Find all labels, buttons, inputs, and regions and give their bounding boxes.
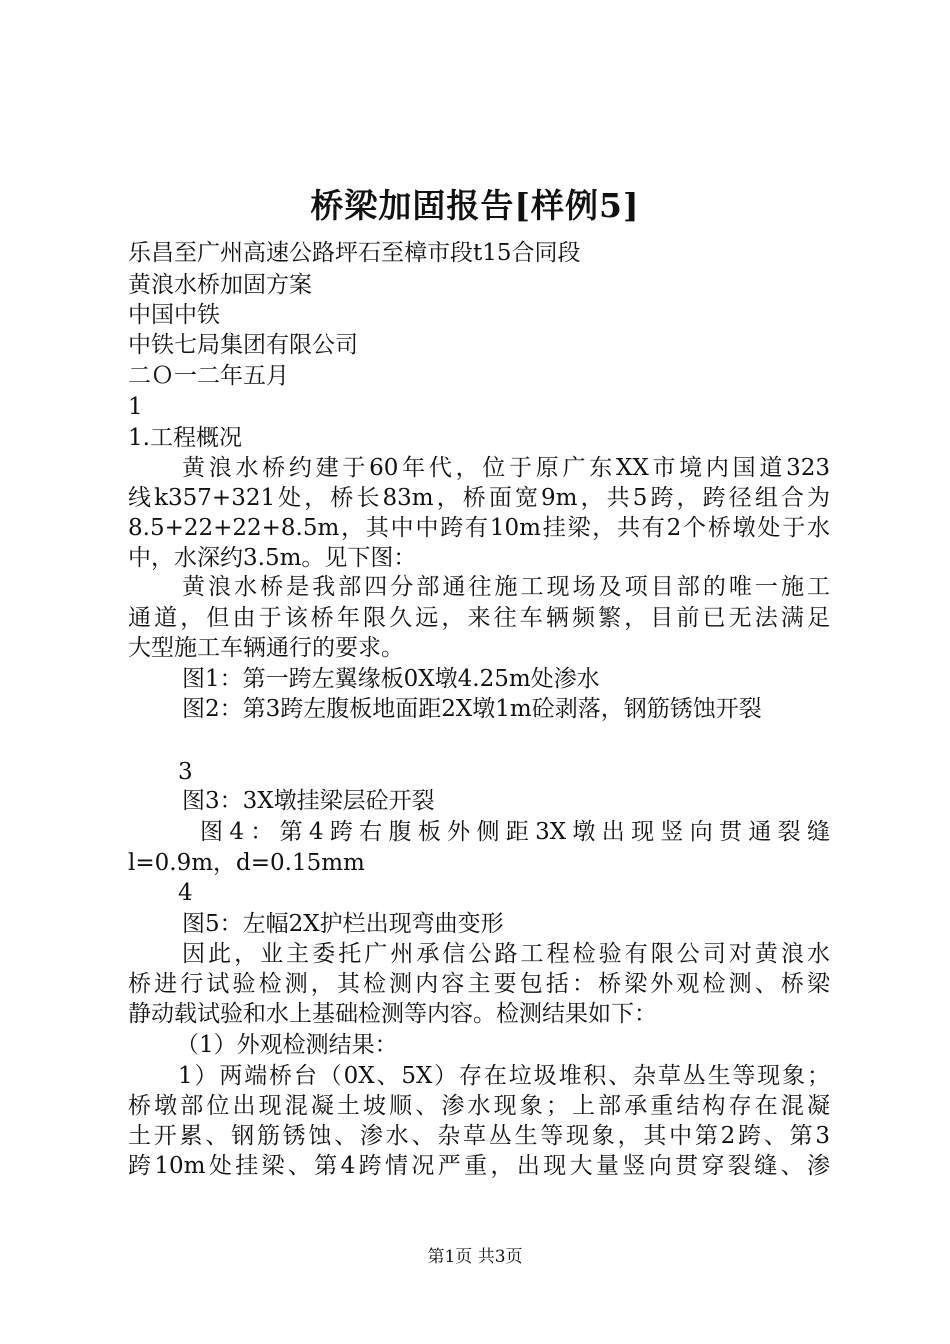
- subsection-heading: （1）外观检测结果：: [176, 1032, 398, 1058]
- paragraph-line: 1）两端桥台（0X、5X）存在垃圾堆积、杂草丛生等现象；: [178, 1063, 830, 1089]
- company-line: 中国中铁: [128, 302, 220, 328]
- figure-caption: 图4：第4跨右腹板外侧距3X墩出现竖向贯通裂缝: [200, 819, 830, 845]
- date-line: 二Ｏ一二年五月: [128, 363, 289, 389]
- figure-caption: 图2：第3跨左腹板地面距2X墩1m砼剥落，钢筋锈蚀开裂: [182, 696, 762, 722]
- paragraph-line: 桥墩部位出现混凝土坡顺、渗水现象；上部承重结构存在混凝: [128, 1093, 830, 1119]
- page-marker: 1: [128, 394, 143, 420]
- plan-title-line: 黄浪水桥加固方案: [128, 272, 312, 298]
- paragraph-line: 黄浪水桥是我部四分部通往施工现场及项目部的唯一施工: [182, 574, 830, 600]
- document-title: 桥梁加固报告[样例5]: [310, 186, 640, 225]
- paragraph-line: 土开累、钢筋锈蚀、渗水、杂草丛生等现象，其中第2跨、第3: [128, 1123, 830, 1149]
- page-marker: 3: [178, 759, 193, 785]
- figure-caption: 图5：左幅2X护栏出现弯曲变形: [182, 911, 504, 937]
- paragraph-line: 线k357+321处，桥长83m，桥面宽9m，共5跨，跨径组合为: [128, 485, 830, 511]
- paragraph-line: 跨10m处挂梁、第4跨情况严重，出现大量竖向贯穿裂缝、渗: [128, 1153, 830, 1179]
- paragraph-line: 桥进行试验检测，其检测内容主要包括：桥梁外观检测、桥梁: [128, 971, 830, 997]
- page-footer: 第1页 共3页: [427, 1247, 523, 1267]
- paragraph-line: 中，水深约3.5m。见下图：: [128, 545, 417, 571]
- page-marker: 4: [178, 880, 193, 906]
- paragraph-line: 黄浪水桥约建于60年代，位于原广东XX市境内国道323: [182, 455, 830, 481]
- paragraph-line: 大型施工车辆通行的要求。: [128, 635, 404, 661]
- figure-caption: 图3：3X墩挂梁层砼开裂: [182, 788, 435, 814]
- figure-caption: 图1：第一跨左翼缘板0X墩4.25m处渗水: [182, 666, 600, 692]
- paragraph-line: 因此，业主委托广州承信公路工程检验有限公司对黄浪水: [182, 941, 830, 967]
- project-line: 乐昌至广州高速公路坪石至樟市段t15合同段: [128, 240, 581, 266]
- section-heading: 1.工程概况: [128, 425, 242, 451]
- company-line: 中铁七局集团有限公司: [128, 332, 358, 358]
- paragraph-line: 8.5+22+22+8.5m，其中中跨有10m挂梁，共有2个桥墩处于水: [128, 515, 830, 541]
- paragraph-line: 静动载试验和水上基础检测等内容。检测结果如下：: [128, 1001, 657, 1027]
- paragraph-line: 通道，但由于该桥年限久远，来往车辆频繁，目前已无法满足: [128, 605, 830, 631]
- figure-caption: l=0.9m，d=0.15mm: [128, 850, 365, 876]
